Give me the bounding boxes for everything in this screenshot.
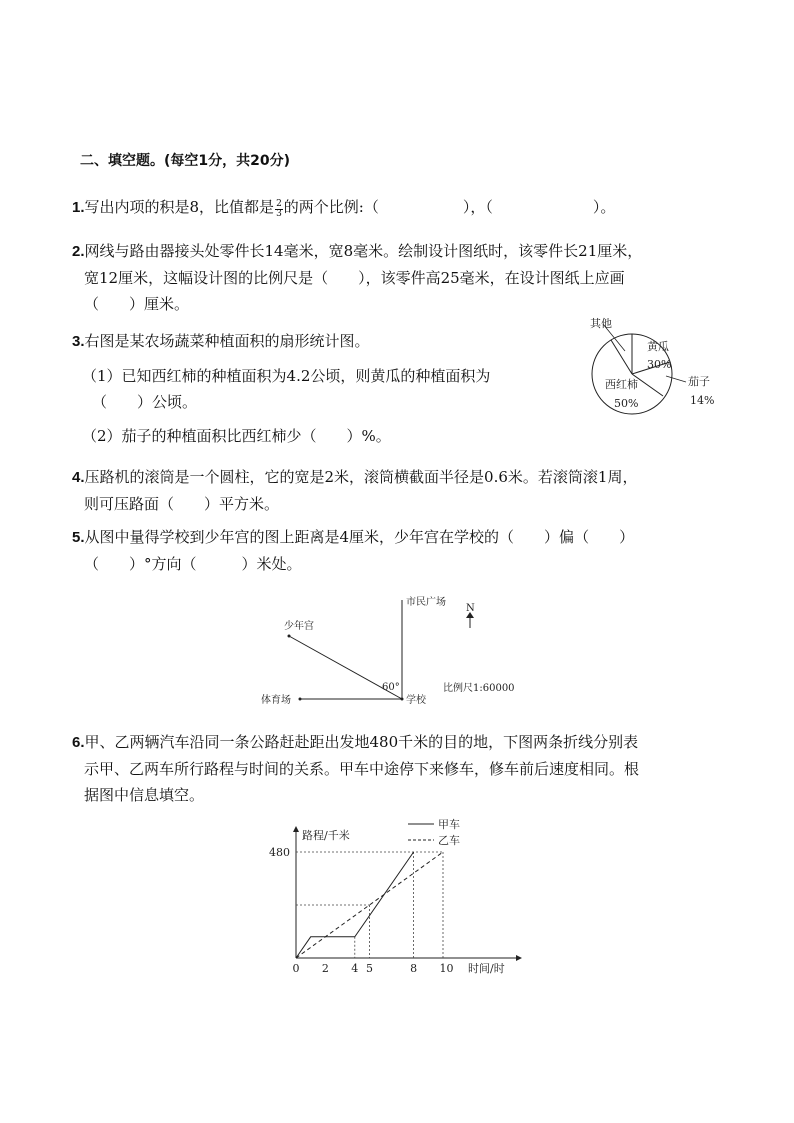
question-text: 从图中量得学校到少年宫的图上距离是4厘米，少年宫在学校的（ ）偏（ ） [84, 528, 635, 546]
pie-value-tomato: 50% [614, 397, 639, 410]
pie-label-eggplant: 茄子 [688, 375, 710, 388]
question-3 [72, 328, 592, 449]
question-text: 示甲、乙两车所行路程与时间的关系。甲车中途停下来修车，修车前后速度相同。根 [84, 760, 640, 778]
pie-slices [590, 316, 714, 410]
question-text: 网线与路由器接头处零件长14毫米，宽8毫米。绘制设计图纸时，该零件长21厘米， [84, 242, 643, 260]
question-5 [72, 524, 732, 577]
distance-time-chart [260, 812, 530, 982]
x-tick-label: 2 [321, 962, 329, 975]
question-text: 的两个比例:（ [283, 198, 379, 216]
fraction-denominator: 3 [276, 209, 282, 220]
pie-value-cucumber: 30% [647, 358, 672, 371]
question-text: 右图是某农场蔬菜种植面积的扇形统计图。 [84, 332, 370, 350]
x-axis-arrow-icon [516, 955, 522, 961]
stadium-point [299, 698, 302, 701]
question-number: 4. [72, 469, 85, 486]
youth-palace-point [288, 635, 291, 638]
pie-label-other: 其他 [590, 317, 612, 330]
question-text: 则可压路面（ ）平方米。 [84, 495, 280, 513]
question-text: ），（ [462, 198, 493, 216]
y-tick-label: 480 [269, 846, 290, 859]
x-tick-label: 10 [439, 962, 454, 975]
question-number: 6. [72, 734, 85, 751]
question-text: （ ）公顷。 [92, 393, 198, 411]
question-text: 据图中信息填空。 [84, 786, 205, 804]
fraction-numerator: 2 [276, 199, 282, 210]
question-text: 甲、乙两辆汽车沿同一条公路赶赴距出发地480千米的目的地，下图两条折线分别表 [84, 733, 639, 751]
x-tick-label: 8 [410, 962, 418, 975]
question-1 [72, 194, 732, 221]
label-school: 学校 [406, 695, 426, 705]
label-north: N [466, 603, 475, 614]
label-stadium: 体育场 [261, 695, 291, 705]
label-angle: 60° [382, 682, 400, 693]
section-title: 二、填空题。(每空1分，共20分) [80, 153, 291, 169]
legend-label-jia: 甲车 [438, 818, 460, 831]
question-number: 2. [72, 243, 85, 260]
question-text: （ ）°方向（ ）米处。 [84, 555, 302, 573]
question-number: 1. [72, 199, 85, 216]
pie-label-tomato: 西红柿 [605, 378, 638, 391]
slice-divider [611, 340, 632, 374]
label-youth-palace: 少年宫 [284, 621, 314, 632]
question-6 [72, 729, 732, 808]
question-text: （ ）厘米。 [84, 295, 190, 313]
y-axis-arrow-icon [293, 826, 299, 832]
x-axis-label: 时间/时 [468, 962, 505, 975]
x-tick-label: 4 [351, 962, 359, 975]
question-text: （1）已知西红柿的种植面积为4.2公顷，则黄瓜的种植面积为 [82, 367, 491, 385]
question-number: 3. [72, 333, 85, 350]
school-point [401, 698, 404, 701]
legend-label-yi: 乙车 [438, 834, 460, 847]
pie-value-eggplant: 14% [690, 394, 715, 407]
y-axis-label: 路程/千米 [302, 829, 350, 842]
question-2 [72, 238, 732, 317]
pie-chart [580, 308, 730, 418]
x-tick-label: 5 [366, 962, 373, 975]
label-scale: 比例尺1:60000 [443, 683, 515, 694]
pie-label-cucumber: 黄瓜 [647, 340, 669, 353]
question-text: ）。 [592, 198, 616, 216]
question-text: （2）茄子的种植面积比西红柿少（ ）%。 [82, 427, 391, 445]
question-text: 写出内项的积是8，比值都是 [84, 198, 275, 216]
question-text: 压路机的滚筒是一个圆柱，它的宽是2米，滚筒横截面半径是0.6米。若滚筒滚1周， [84, 468, 638, 486]
fraction [275, 200, 283, 219]
question-number: 5. [72, 529, 85, 546]
label-plaza: 市民广场 [406, 597, 446, 608]
x-tick-label: 0 [292, 962, 300, 975]
question-text: 宽12厘米，这幅设计图的比例尺是（ ），该零件高25毫米，在设计图纸上应画 [84, 269, 625, 287]
question-4 [72, 464, 732, 517]
map-diagram [250, 590, 550, 705]
leader-line [666, 376, 686, 382]
